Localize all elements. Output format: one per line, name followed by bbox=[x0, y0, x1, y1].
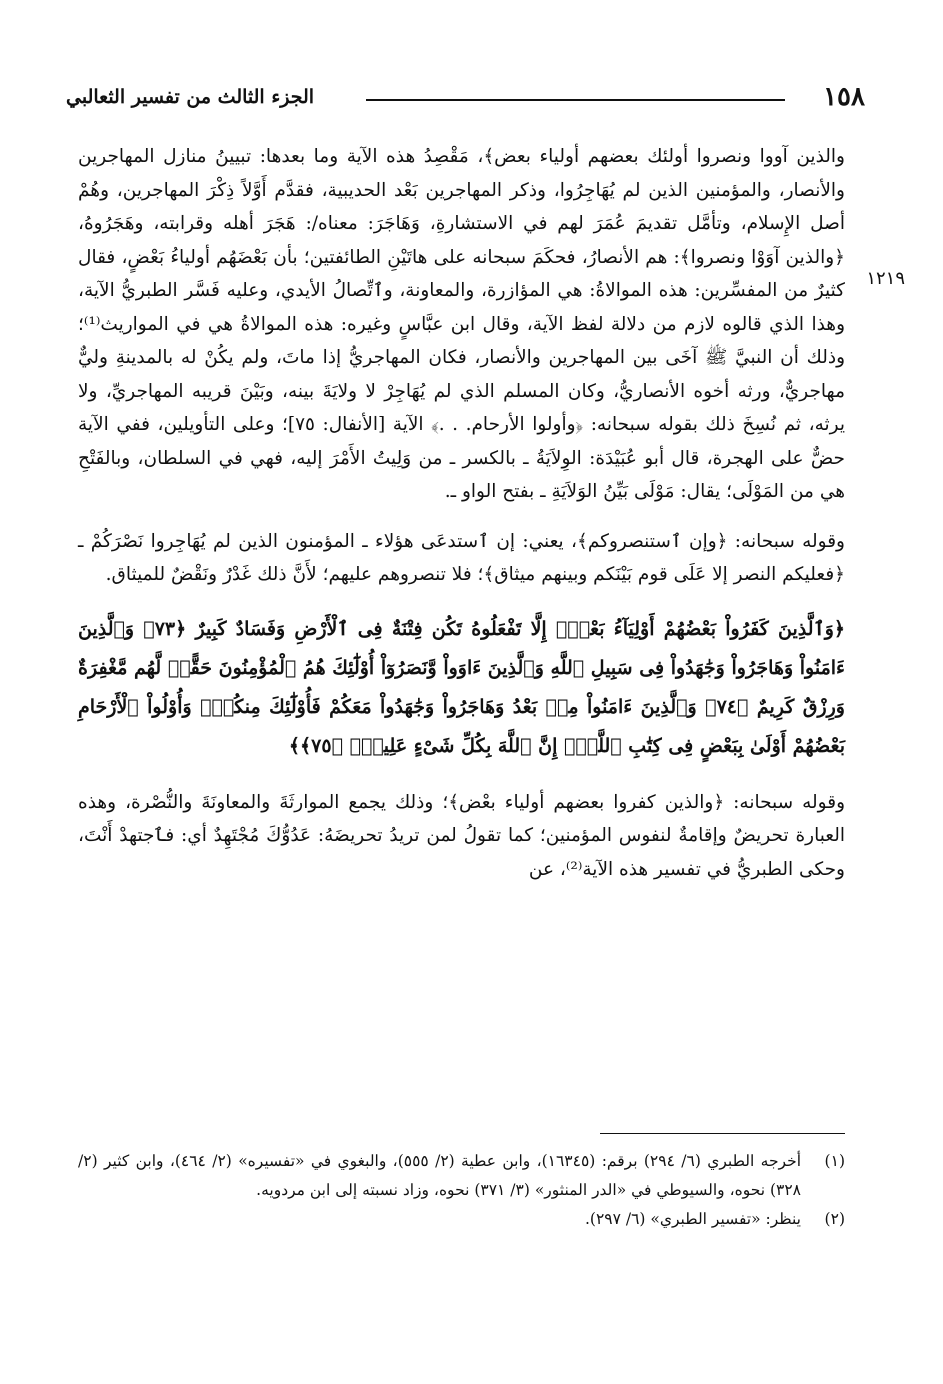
paragraph-commentary-2: وقوله سبحانه: ﴿وإن ٱستنصروكم﴾، يعني: إن ٱستدعَى هؤلاء ـ المؤمنون الذين لم يُهَاجِروا نَصْرَكُمْ ـ ﴿فعليكم النصر إلا عَلَى قوم بَيْنَكم وبينهم ميثاق﴾؛ فلا تنصروهم عليهم؛ لأَنَّ ذلك غَدْرٌ ونَقْضٌ للميثاق. bbox=[78, 530, 845, 585]
running-title: الجزء الثالث من تفسير الثعالبي bbox=[66, 86, 315, 108]
quran-verse-block: ﴿وَٱلَّذِينَ كَفَرُواْ بَعْضُهُمْ أَوْلِيَآءُ بَعْضٍۚ إِلَّا تَفْعَلُوهُ تَكُن فِتْنَةٌ فِى ٱلْأَرْضِ وَفَسَادٌ كَبِيرٌ ﴿٧٣﴾ وَٱلَّذِينَ ءَامَنُواْ وَهَاجَرُواْ وَجَٰهَدُواْ فِى سَبِيلِ ٱللَّهِ وَٱلَّذِينَ ءَاوَواْ وَّنَصَرُوٓاْ أُوْلَٰٓئِكَ هُمُ ٱلْمُؤْمِنُونَ حَقًّاۚ لَّهُم مَّغْفِرَةٌ وَرِزْقٌ كَرِيمٌ ﴿٧٤﴾ وَٱلَّذِينَ ءَامَنُواْ مِنۢ بَعْدُ وَهَاجَرُواْ وَجَٰهَدُواْ مَعَكُمْ فَأُوْلَٰٓئِكَ مِنكُمْۚ وَأُوْلُواْ ٱلْأَرْحَامِ بَعْضُهُمْ أَوْلَىٰ بِبَعْضٍ فِى كِتَٰبِ ٱللَّهِۚ إِنَّ ٱللَّهَ بِكُلِّ شَىْءٍ عَلِيمٌۢ ﴿٧٥﴾﴾ bbox=[78, 617, 846, 757]
paragraph-commentary-3: وقوله سبحانه: ﴿والذين كفروا بعضهم أولياء بعْض﴾؛ وذلك يجمع الموارثَةَ والمعاونَةَ والنُّصْرة، وهذه العبارة تحريضٌ وإقامةٌ لنفوس المؤمنين؛ كما تقولُ لمن تريدُ تحريضَهُ: عَدُوُّكَ مُجْتَهِدٌ أي: فٱجتهدْ أَنْتَ، وحكى الطبريُّ في تفسير هذه الآية⁽²⁾، عن bbox=[78, 791, 845, 880]
footnotes bbox=[78, 1147, 845, 1234]
footnote-2 bbox=[78, 1205, 845, 1234]
main-text bbox=[78, 140, 845, 886]
footnote-marker: (٢) bbox=[824, 1210, 845, 1228]
page-header bbox=[66, 80, 865, 120]
footnote-marker: (١) bbox=[824, 1152, 845, 1170]
page-number: ١٥٨ bbox=[823, 82, 865, 112]
footnote-text: أخرجه الطبري (٦/ ٢٩٤) برقم: (١٦٣٤٥)، وابن عطية (٢/ ٥٥٥)، والبغوي في «تفسيره» (٢/ ٤٦٤)، وابن كثير (٢/ ٣٢٨) نحوه، والسيوطي في «الدر المنثور» (٣/ ٣٧١) نحوه، وزاد نسبته إلى ابن مردويه. bbox=[78, 1152, 802, 1199]
margin-note-number: ١٢١٩ bbox=[866, 268, 905, 289]
paragraph-commentary-1: والذين آووا ونصروا أولئك بعضهم أولياء بعض﴾، مَقْصِدُ هذه الآية وما بعدها: تبيينُ منازل المهاجرين والأنصار، والمؤمنين الذين لم يُهَاجِرُوا، وذكر المهاجرين بَعْد الحديبية، فقدَّم أَوَّلاً ذِكْرَ المهاجرين، وهُمْ أصل الإِسلام، وتأمَّل تقديمَ عُمَرَ لهم في الاستشارةِ، وَهَاجَرَ: معناه/: هَجَرَ أهله وقرابته، وهَجَرُوهُ، ﴿والذين آوَوْا ونصروا﴾: هم الأنصارُ، فحكَمَ سبحانه على هاتَيْنِ الطائفتين؛ بأن بَعْضَهُم أولياءُ بَعْضٍ، فقال كثيرٌ من المفسِّرين: هذه الموالاةُ: هي المؤازرة، والمعاونة، وٱتِّصالُ الأيدي، وعليه فَسَّر الطبريُّ الآية، وهذا الذي قالوه لازم من دلالة لفظ الآية، وقال ابن عبَّاسٍ وغيره: هذه الموالاةُ هي في المواريث⁽¹⁾؛ وذلك أن النبيَّ ﷺ آخَى بين المهاجرين والأنصار، فكان المهاجريُّ إذا ماتَ، ولم يكُنْ له بالمدينةِ وليٌّ مهاجريٌّ، ورثه أخوه الأنصاريُّ، وكان المسلم الذي لم يُهَاجِرْ لا ولايَةَ بينه، وبَيْنَ قريبه المهاجريِّ، ولا يرثه، ثم نُسِخَ ذلك بقوله سبحانه: ﴿وأولوا الأرحام. . .﴾ الآية [الأنفال: ٧٥]؛ وعلى التأويلين، ففي الآية حضٌّ على الهجرة، قال أبو عُبَيْدَة: الوِلاَيَةُ ـ بالكسر ـ من وَلِيتُ الأَمْرَ إليه، فهي في السلطان، وبالفَتْحِ هي من المَوْلَى؛ يقال: مَوْلَى بَيِّنُ الوَلاَيَةِ ـ بفتح الواو ـ. bbox=[78, 146, 845, 502]
footnote-separator bbox=[600, 1133, 845, 1134]
footnote-text: ينظر: «تفسير الطبري» (٦/ ٢٩٧). bbox=[584, 1210, 801, 1228]
footnote-1 bbox=[78, 1147, 845, 1205]
header-rule bbox=[366, 99, 785, 101]
